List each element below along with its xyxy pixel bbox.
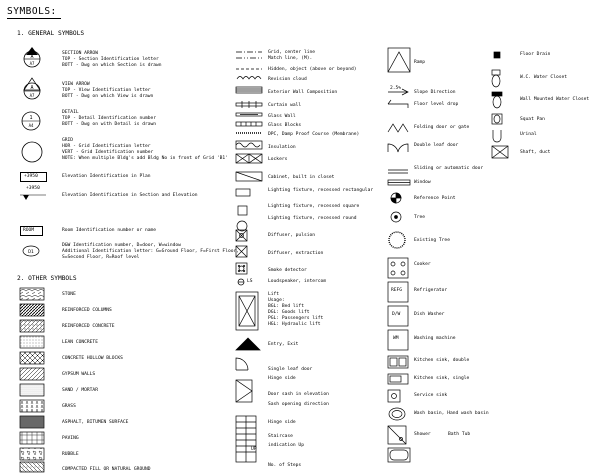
material-paving: PAVING <box>62 436 79 441</box>
material-sand-mortar: SAND / MORTAR <box>62 388 98 393</box>
fixture-basin-label: Wash basin, Hand wash basin <box>414 411 489 416</box>
grid-note: NOTE: When multiple Bldg's add Bldg No in front of Grid 'B1' <box>62 156 228 161</box>
line-lf-square: Lighting fixture, recessed square <box>268 204 360 209</box>
fixture-tree-label: Tree <box>414 215 426 220</box>
sanitary-urinal-label: Urinal <box>520 132 537 137</box>
fixture-double-door-label: Double leaf door <box>414 143 459 148</box>
section-arrow-bott: A7 <box>29 61 35 66</box>
section-arrow-desc-2: BOTT - Dwg on which Section is drawn <box>62 63 162 68</box>
view-arrow-label: VIEW ARROW <box>62 82 90 87</box>
material-lean-concrete: LEAN CONCRETE <box>62 340 98 345</box>
line-glass-wall: Glass Wall <box>268 114 296 119</box>
fixture-symbols-column <box>388 48 412 468</box>
material-grass: GRASS <box>62 404 76 409</box>
dw-label-2: Additional Identification letter: G=Ground Floor, F=First Floor, <box>62 249 240 254</box>
fixture-window-label: Window <box>414 180 431 185</box>
line-exterior-wall: Exterior Wall Composition <box>268 90 338 95</box>
sanitary-wc-label: W.C. Water Closet <box>520 75 568 80</box>
view-arrow-desc-2: BOTT - Dwg on which View is drawn <box>62 94 154 99</box>
single-door-label: Single leaf door <box>268 367 313 372</box>
elevation-section-label: Elevation Identification in Section and Elevation <box>62 193 198 198</box>
fixture-sink-single-label: Kitchen sink, single <box>414 376 470 381</box>
dish-tag: D/W <box>392 312 401 317</box>
line-dpc: DPC, Damp Proof Course (Membrane) <box>268 132 360 137</box>
elevation-plan-tag <box>20 172 47 182</box>
section-arrow-top: A <box>30 54 34 60</box>
material-compacted-fill: COMPACTED FILL OR NATURAL GROUND <box>62 467 151 472</box>
grid-desc-2: VERT - Grid Identification number <box>62 150 154 155</box>
view-arrow-desc-1: TOP - View Identification letter <box>62 88 151 93</box>
elevation-plan-label: Elevation Identification in Plan <box>62 174 151 179</box>
detail-desc-1: TOP - Detail Identification number <box>62 116 157 121</box>
line-grid-center: Grid, center line <box>268 50 316 55</box>
lift-label: Lift <box>268 292 280 297</box>
fixture-ref-point-label: Reference Point <box>414 196 456 201</box>
line-curtain-wall: Curtain wall <box>268 103 302 108</box>
dw-tag-symbol <box>21 244 41 258</box>
lift-pgl: PGL: Passengers lift <box>268 316 324 321</box>
section-arrow-symbol <box>17 46 47 70</box>
detail-label: DETAIL <box>62 110 79 115</box>
hinge-side-label: Hinge side <box>268 420 296 425</box>
dw-tag-value: D1 <box>28 250 34 255</box>
door-sash-direction: Sash opening direction <box>268 402 329 407</box>
material-stone: STONE <box>62 292 76 297</box>
line-lockers: Lockers <box>268 157 288 162</box>
washing-tag: WM <box>393 336 399 341</box>
sanitary-squat-label: Squat Pan <box>520 117 545 122</box>
line-smoke-detector: Smoke detector <box>268 268 307 273</box>
sheet-title: SYMBOLS: <box>7 6 57 17</box>
fixture-sliding-label: Sliding or automatic door <box>414 166 484 171</box>
lift-usage: Usage: <box>268 298 285 303</box>
line-entry-exit: Entry, Exit <box>268 342 299 347</box>
material-hollow-blocks: CONCRETE HOLLOW BLOCKS <box>62 356 123 361</box>
section-heading-other: 2. OTHER SYMBOLS <box>17 275 77 282</box>
dw-label-1: D&W Identification number, D=door, W=window <box>62 243 181 248</box>
fixture-dish-label: Dish Washer <box>414 312 445 317</box>
room-label: Room Identification number or name <box>62 228 157 233</box>
lift-dgl: DGL: Goods lift <box>268 310 310 315</box>
line-diffuser-pulsion: Diffuser, pulsion <box>268 233 316 238</box>
elevation-plan-value: +3950 <box>24 174 38 179</box>
refrigerator-tag: REFG <box>391 288 403 293</box>
fixture-slope-label: Slope Direction <box>414 90 456 95</box>
fixture-floor-drop-label: Floor level drop <box>414 102 459 107</box>
fixture-washing-label: Washing machine <box>414 336 456 341</box>
door-sash-label: Door sash in elevation <box>268 392 329 397</box>
slope-tag: 2.5% <box>390 86 402 91</box>
line-match: Match line, (M). <box>268 56 313 61</box>
fixture-existing-tree-label: Existing Tree <box>414 238 450 243</box>
line-insulation: Insulation <box>268 145 296 150</box>
single-door-hinge: Hinge side <box>268 376 296 381</box>
line-hidden: Hidden, object (above or beyond) <box>268 67 357 72</box>
compacted-fill-hatch <box>20 462 46 474</box>
line-lf-rect: Lighting fixture, recessed rectangular <box>268 188 374 193</box>
line-diffuser-extraction: Diffuser, extraction <box>268 251 324 256</box>
material-gypsum-walls: GYPSUM WALLS <box>62 372 96 377</box>
fixture-cooker-label: Cooker <box>414 262 431 267</box>
staircase-up-tag: UP <box>251 447 257 452</box>
material-asphalt: ASPHALT, BITUMEN SURFACE <box>62 420 129 425</box>
fixture-bath-label: Bath Tub <box>448 432 471 437</box>
grid-label: GRID <box>62 138 74 143</box>
fixture-service-sink-label: Service sink <box>414 393 448 398</box>
detail-bott: A4 <box>28 123 34 128</box>
fixture-sink-double-label: Kitchen sink, double <box>414 358 470 363</box>
material-reinforced-concrete: REINFORCED CONCRETE <box>62 324 115 329</box>
dw-label-3: S=Second Floor, R=Roof level <box>62 255 140 260</box>
line-glass-blocks: Glass Blocks <box>268 123 302 128</box>
detail-symbol <box>18 110 44 132</box>
title-underline <box>7 18 61 19</box>
detail-top: 1 <box>29 115 33 121</box>
material-rubble: RUBBLE <box>62 452 79 457</box>
staircase-up-label: indication Up <box>268 443 304 448</box>
elevation-section-value: +3950 <box>26 186 40 191</box>
material-hatch-column <box>20 288 46 468</box>
fixture-refrigerator-label: Refrigerator <box>414 288 448 293</box>
lift-bgl: BGL: Bed lift <box>268 304 304 309</box>
room-tag-value: ROOM <box>23 228 35 233</box>
sanitary-symbols-column <box>492 50 516 160</box>
sanitary-floor-drain-label: Floor Drain <box>520 52 551 57</box>
lift-hgl: HGL: Hydraulic lift <box>268 322 321 327</box>
grid-bubble-symbol <box>20 140 44 164</box>
fixture-ramp-label: Ramp <box>414 60 426 65</box>
section-heading-general: 1. GENERAL SYMBOLS <box>17 30 85 37</box>
line-lf-round: Lighting fixture, recessed round <box>268 216 357 221</box>
device-symbols-column <box>236 230 264 470</box>
line-revision-cloud: Revision cloud <box>268 77 307 82</box>
view-arrow-symbol <box>17 77 47 103</box>
fixture-folding-label: Folding door or gate <box>414 125 470 130</box>
staircase-label: Staircase <box>268 434 293 439</box>
view-arrow-bott: A7 <box>29 93 35 98</box>
section-arrow-desc-1: TOP - Section Identification letter <box>62 57 159 62</box>
material-reinforced-columns: REINFORCED COLUMNS <box>62 308 112 313</box>
section-arrow-label: SECTION ARROW <box>62 51 98 56</box>
sanitary-shaft-label: Shaft, duct <box>520 150 551 155</box>
line-cabinet: Cabinet, built in closet <box>268 175 335 180</box>
line-loudspeaker: Loudspeaker, intercom <box>268 279 327 284</box>
room-tag <box>20 226 43 236</box>
staircase-steps-label: No. of Steps <box>268 463 302 468</box>
view-arrow-top: A <box>30 85 34 91</box>
speaker-tag: LS <box>247 279 253 284</box>
grid-desc-1: HOR - Grid Identification letter <box>62 144 151 149</box>
detail-desc-2: BOTT - Dwg on with Detail is drawn <box>62 122 157 127</box>
sanitary-wall-wc-label: Wall Mounted Water Closet <box>520 97 590 102</box>
fixture-shower-label: Shower <box>414 432 431 437</box>
